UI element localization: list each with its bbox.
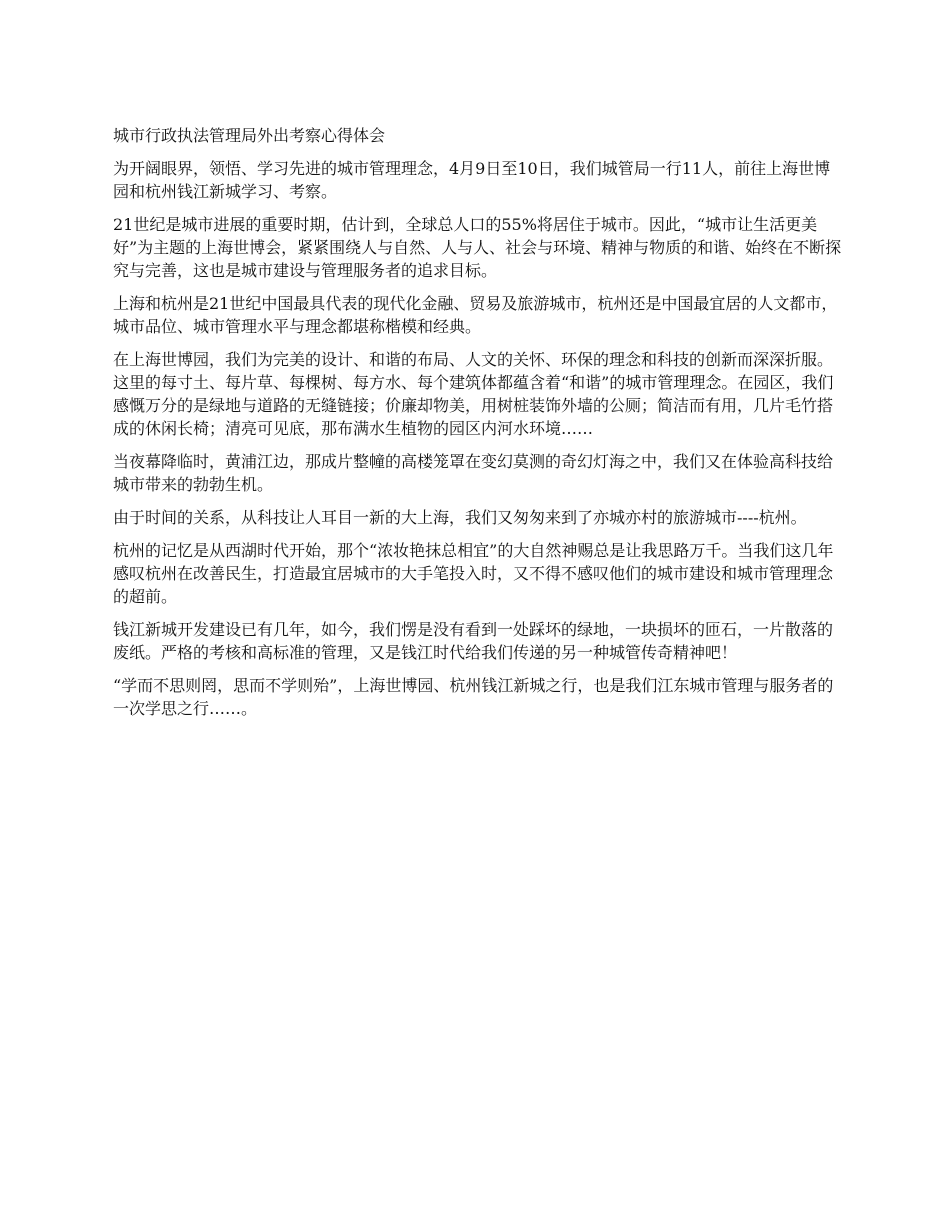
paragraph-night-huangpu: 当夜幕降临时，黄浦江边，那成片整幢的高楼笼罩在变幻莫测的奇幻灯海之中，我们又在体验高科技给城市带来的勃勃生机。 <box>113 452 834 494</box>
document-title: 城市行政执法管理局外出考察心得体会 <box>113 126 386 145</box>
paragraph-hangzhou-memory: 杭州的记忆是从西湖时代开始，那个“浓妆艳抹总相宜”的大自然神赐总是让我思路万千。当我们这几年感叹杭州在改善民生，打造最宜居城市的大手笔投入时，又不得不感叹他们的城市建设和城市管理理念的超前。 <box>113 541 834 606</box>
paragraph-expo-park: 在上海世博园，我们为完美的设计、和谐的布局、人文的关怀、环保的理念和科技的创新而深深折服。这里的每寸土、每片草、每棵树、每方水、每个建筑体都蕴含着“和谐”的城市管理理念。在园区，我们感慨万分的是绿地与道路的无缝链接；价廉却物美，用树桩装饰外墙的公厕；简洁而有用，几片毛竹搭成的休闲长椅；清亮可见底，那布满水生植物的园区内河水环境…… <box>113 350 834 438</box>
paragraph-shanghai-hangzhou: 上海和杭州是21世纪中国最具代表的现代化金融、贸易及旅游城市，杭州还是中国最宜居的人文都市，城市品位、城市管理水平与理念都堪称楷模和经典。 <box>113 294 838 336</box>
paragraph-21st-century: 21世纪是城市进展的重要时期，估计到，全球总人口的55%将居住于城市。因此，“城市让生活更美好”为主题的上海世博会，紧紧围绕人与自然、人与人、社会与环境、精神与物质的和谐、始终在不断探究与完善，这也是城市建设与管理服务者的追求目标。 <box>113 215 842 280</box>
paragraph-intro: 为开阔眼界，领悟、学习先进的城市管理理念，4月9日至10日，我们城管局一行11人，前往上海世博园和杭州钱江新城学习、考察。 <box>113 159 831 201</box>
document-page <box>113 124 843 730</box>
paragraph-conclusion: “学而不思则罔，思而不学则殆”，上海世博园、杭州钱江新城之行，也是我们江东城市管理与服务者的一次学思之行……。 <box>113 676 834 718</box>
paragraph-to-hangzhou: 由于时间的关系，从科技让人耳目一新的大上海，我们又匆匆来到了亦城亦村的旅游城市----杭州。 <box>113 508 807 527</box>
paragraph-qianjiang: 钱江新城开发建设已有几年，如今，我们愣是没有看到一处踩坏的绿地，一块损坏的匝石，一片散落的废纸。严格的考核和高标准的管理，又是钱江时代给我们传递的另一种城管传奇精神吧！ <box>113 620 834 662</box>
